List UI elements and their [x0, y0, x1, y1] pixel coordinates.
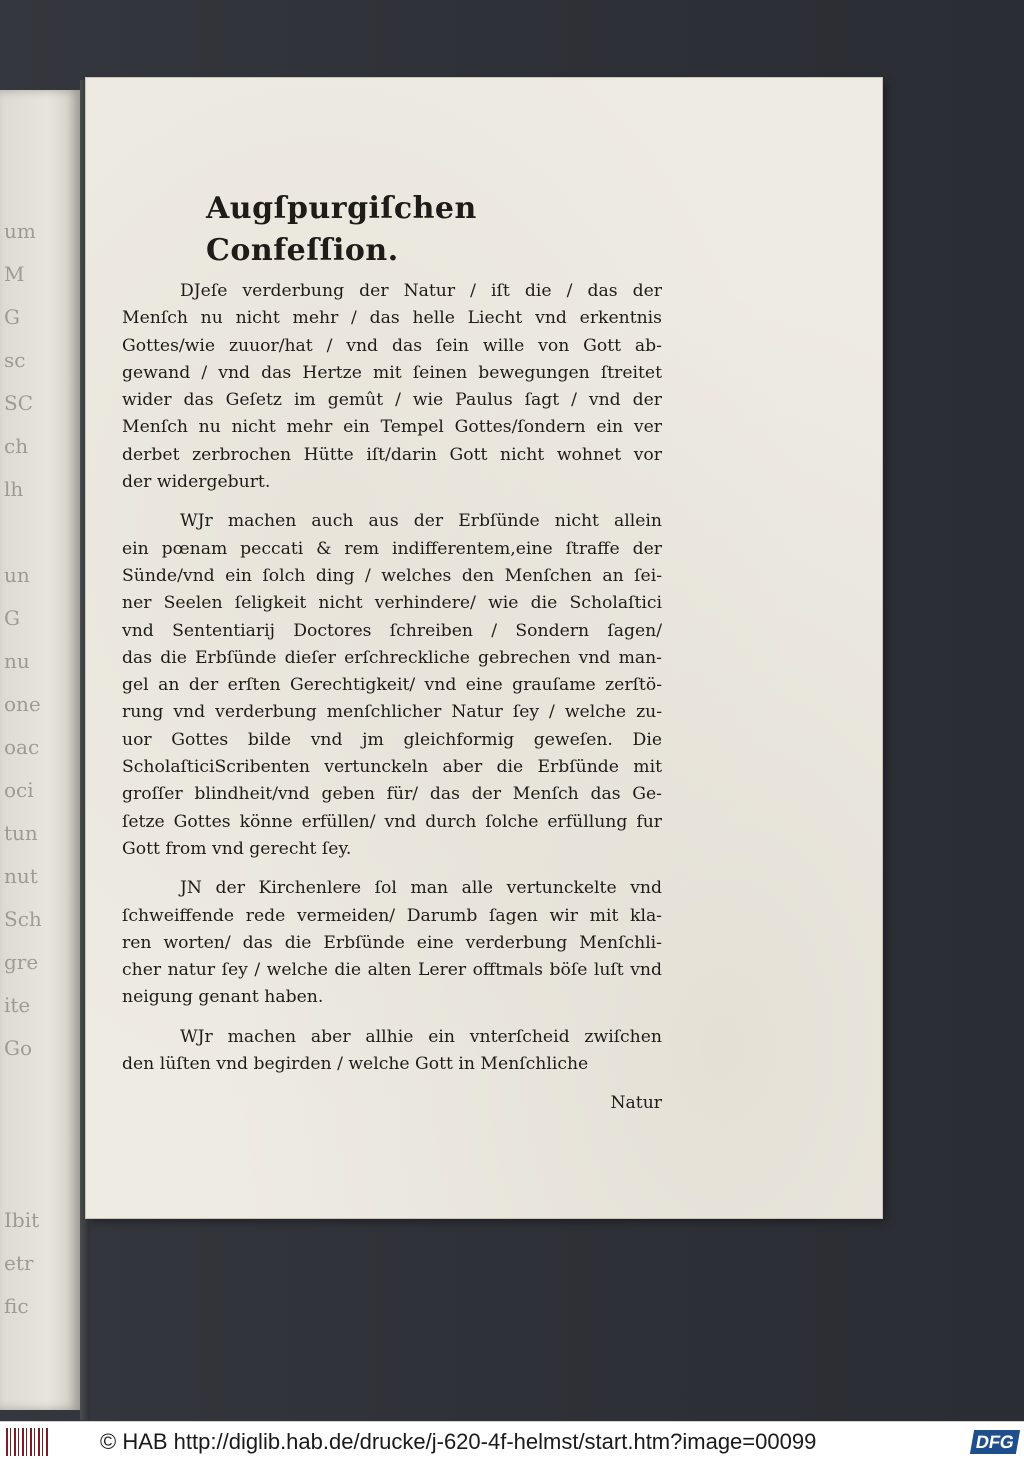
catchword: Natur: [610, 1093, 662, 1114]
facing-page-line: G: [4, 606, 20, 630]
facing-page-text: [4, 210, 76, 1457]
text-line: der widergeburt.: [122, 472, 271, 493]
facing-page-line: [4, 1371, 76, 1414]
text-line: den lüſten vnd begirden / welche Gott in Menſchliche: [122, 1054, 589, 1075]
text-line: cher natur ſey / welche die alten Lerer offtmals böſe luſt vnd: [122, 960, 662, 981]
facing-page-line: nu: [4, 649, 30, 673]
facing-page-line: ch: [4, 434, 29, 458]
paragraph: [122, 875, 662, 1011]
text-line: Gottes/wie zuuor/hat / vnd das ſein wille von Gott ab-: [122, 335, 662, 356]
text-line: ren worten/ das die Erbſünde eine verderbung Menſchli-: [122, 932, 662, 953]
footer-bar: [0, 1421, 1024, 1462]
text-line: ScholaſticiScribenten vertunckeln aber die Erbſünde mit: [122, 757, 662, 778]
facing-page-line: G: [4, 305, 20, 329]
facing-page-line: ite: [4, 993, 31, 1017]
facing-page-line: gre: [4, 950, 39, 974]
facing-page-line: fic: [4, 1294, 29, 1318]
text-line: WJr machen auch aus der Erbſünde nicht allein: [180, 511, 662, 532]
facing-page-line: oci: [4, 778, 34, 802]
body-text: [122, 278, 662, 1078]
text-line: WJr machen aber allhie ein vnterſcheid zwiſchen: [180, 1026, 662, 1047]
facing-page-line: Sch: [4, 907, 42, 931]
text-line: Sünde/vnd ein ſolch ding / welches den Menſchen an ſei-: [122, 565, 662, 586]
text-line: wider das Geſetz im gemût / wie Paulus ſagt / vnd der: [122, 390, 662, 411]
facing-page-line: [4, 1070, 76, 1113]
text-line: DJeſe verderbung der Natur / iſt die / das der: [180, 281, 662, 301]
text-line: Gott from vnd gerecht ſey.: [122, 838, 352, 859]
paragraph: [122, 508, 662, 863]
facing-page-line: um: [4, 219, 36, 243]
barcode-icon: [6, 1428, 50, 1456]
facing-page-line: oac: [4, 735, 40, 759]
running-header: Augſpurgiſchen Confeſſion.: [206, 191, 477, 268]
text-line: uor Gottes bilde vnd jm gleichformig geweſen. Die: [122, 729, 662, 750]
text-line: gewand / vnd das Hertze mit ſeinen bewegungen ſtreitet: [122, 362, 662, 383]
text-line: Menſch nu nicht mehr / das helle Liecht vnd erkentnis: [122, 308, 662, 329]
paragraph: [122, 1024, 662, 1079]
dfg-logo: DFG: [970, 1430, 1020, 1454]
facing-page-line: one: [4, 692, 41, 716]
text-line: rung vnd verderbung menſchlicher Natur ſey / welche zu-: [122, 702, 662, 723]
facing-page-line: [4, 1156, 76, 1199]
paragraph: [122, 278, 662, 496]
text-line: ner Seelen ſeligkeit nicht verhindere/ wie die Scholaſtici: [122, 593, 662, 614]
text-line: ein pœnam peccati & rem indifferentem,eine ſtraffe der: [122, 538, 662, 559]
facing-page-line: [4, 511, 76, 554]
text-line: JN der Kirchenlere ſol man alle vertunckelte vnd: [180, 878, 662, 899]
facing-page-line: nut: [4, 864, 38, 888]
facing-page-line: tun: [4, 821, 38, 845]
text-line: ſchweiffende rede vermeiden/ Darumb ſagen wir mit kla-: [122, 905, 662, 926]
copyright-url[interactable]: © HAB http://diglib.hab.de/drucke/j-620-4f-helmst/start.htm?image=00099: [100, 1429, 817, 1454]
facing-page-line: lh: [4, 477, 24, 501]
facing-page-line: SC: [4, 391, 34, 415]
facing-page-line: sc: [4, 348, 26, 372]
facing-page-line: M: [4, 262, 25, 286]
facing-page-line: etr: [4, 1251, 34, 1275]
text-line: ſetze Gottes könne erfüllen/ vnd durch ſolche erfüllung fur: [122, 811, 662, 832]
text-line: derbet zerbrochen Hütte iſt/darin Gott nicht wohnet vor: [122, 444, 662, 465]
text-line: gel an der erſten Gerechtigkeit/ vnd eine grauſame zerſtö-: [122, 675, 662, 696]
facing-page-line: Go: [4, 1036, 33, 1060]
text-line: das die Erbſünde dieſer erſchreckliche gebrechen vnd man-: [122, 647, 662, 668]
text-line: vnd Sententiarij Doctores ſchreiben / Sondern ſagen/: [122, 620, 662, 641]
page-text: [122, 188, 662, 1118]
facing-page-line: Ibit: [4, 1208, 40, 1232]
facing-page-line: [4, 1328, 76, 1371]
facing-page-line: [4, 1113, 76, 1156]
text-line: Menſch nu nicht mehr ein Tempel Gottes/ſondern ein ver: [122, 417, 662, 438]
text-line: neigung genant haben.: [122, 987, 324, 1008]
facing-page-left: [0, 90, 80, 1410]
text-line: groſſer blindheit/vnd geben für/ das der Menſch das Ge-: [122, 784, 662, 805]
facing-page-line: un: [4, 563, 30, 587]
book-page: [86, 78, 882, 1218]
